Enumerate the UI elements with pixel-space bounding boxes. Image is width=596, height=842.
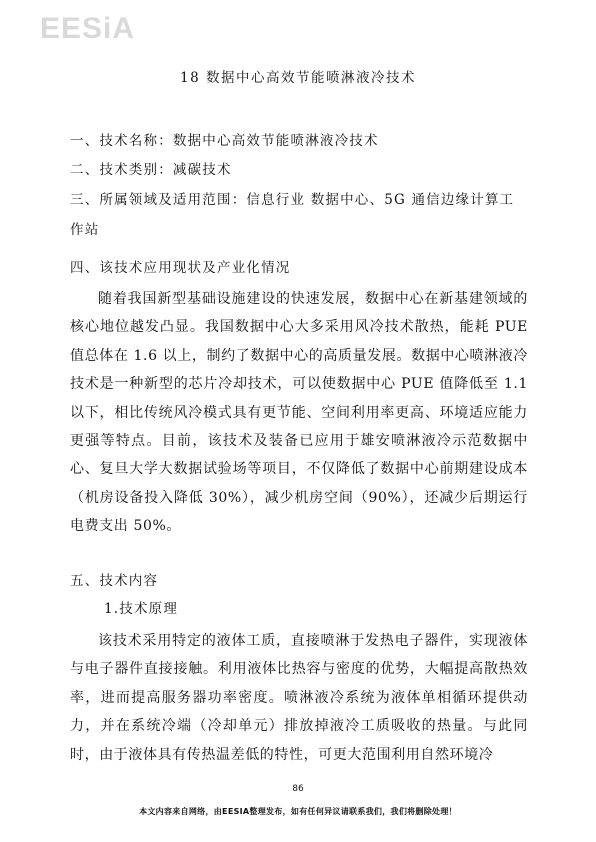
document-title: 18 数据中心高效节能喷淋液冷技术	[180, 70, 416, 86]
item-application-status: 四、该技术应用现状及产业化情况	[70, 260, 291, 276]
footer-notice: 本文内容来自网络，由EESIA整理发布，如有任何异议请联系我们，我们将删除处理！	[139, 807, 457, 816]
item-technology-category: 二、技术类别：减碳技术	[70, 162, 232, 178]
item-field-scope: 三、所属领域及适用范围：信息行业 数据中心、5G 通信边缘计算工	[70, 192, 515, 208]
paragraph-technology-principle: 该技术采用特定的液体工质，直接喷淋于发热电子器件，实现液体与电子器件直接接触。利用液体比热容与密度的优势，大幅提高散热效率，进而提高服务器功率密度。喷淋液冷系统为液体单相循环提供动力，并在系统冷端（冷却单元）排放掉液冷工质吸收的热量。与此同时，由于液体具有传热温差低的特性，可更大范围利用自然环境冷	[70, 633, 528, 763]
item-field-scope-continued: 作站	[70, 222, 100, 238]
section-technology-content: 五、技术内容	[70, 573, 159, 589]
paragraph-application-status: 随着我国新型基础设施建设的快速发展，数据中心在新基建领域的核心地位越发凸显。我国数据中心大多采用风冷技术散热，能耗 PUE 值总体在 1.6 以上，制约了数据中心的高质量发展。数据中心喷淋液冷技术是一种新型的芯片冷却技术，可以使数据中心 PUE 值降低至 1.1 以下，相比传统风冷模式具有更节能、空间利用率更高、环境适应能力更强等特点。目前，该技术及装备已应用于雄安喷淋液冷示范数据中心、复旦大学大数据试验场等项目，不仅降低了数据中心前期建设成本（机房设备投入降低 30%），减少机房空间（90%），还减少后期运行电费支出 50%。	[70, 291, 528, 535]
item-technology-name: 一、技术名称：数据中心高效节能喷淋液冷技术	[70, 133, 379, 149]
page-number: 86	[292, 784, 304, 794]
subsection-technology-principle: 1.技术原理	[104, 601, 179, 617]
eesia-logo: EESiA	[40, 12, 136, 45]
